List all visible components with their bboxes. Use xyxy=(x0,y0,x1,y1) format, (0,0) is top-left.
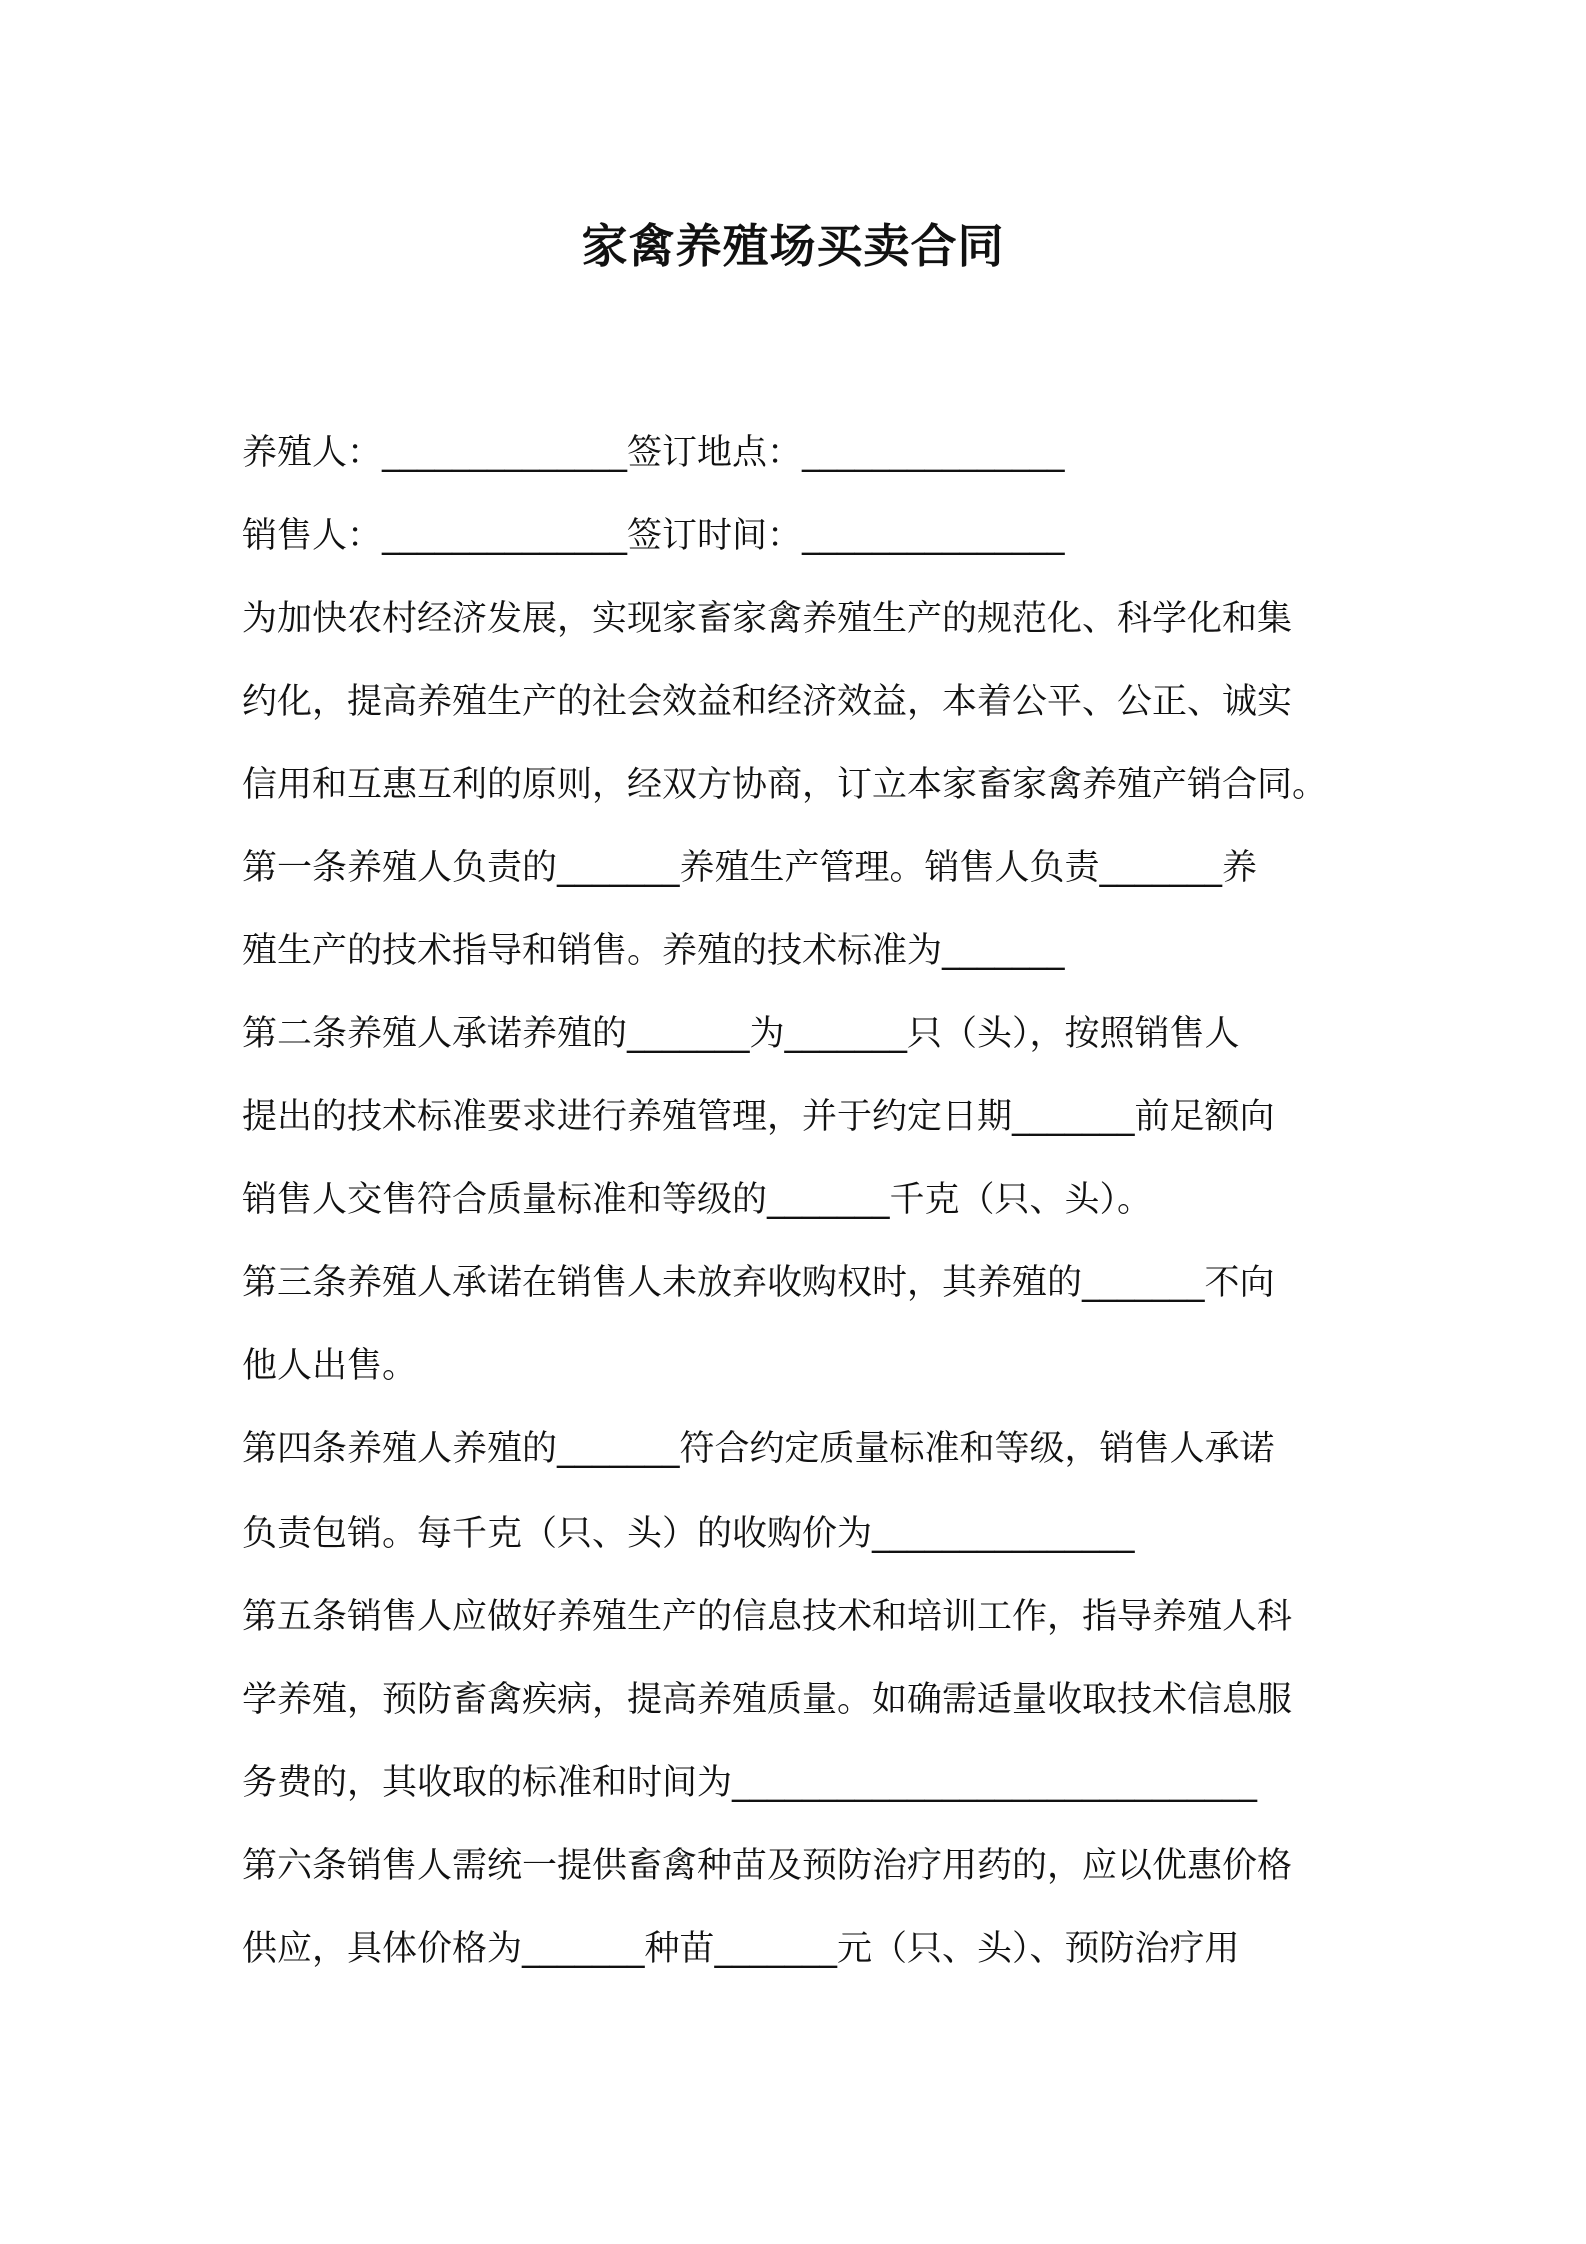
article-3-line-1: 第三条养殖人承诺在销售人未放弃收购权时，其养殖的_______不向 xyxy=(242,1263,1275,1303)
article-2-line-2: 提出的技术标准要求进行养殖管理，并于约定日期_______前足额向 xyxy=(242,1097,1275,1137)
preamble-line-2: 约化，提高养殖生产的社会效益和经济效益，本着公平、公正、诚实 xyxy=(242,682,1293,722)
article-2-line-3: 销售人交售符合质量标准和等级的_______千克（只、头）。 xyxy=(242,1180,1153,1220)
article-5-line-2: 学养殖，预防畜禽疾病，提高养殖质量。如确需适量收取技术信息服 xyxy=(242,1680,1293,1720)
article-5-line-1: 第五条销售人应做好养殖生产的信息技术和培训工作，指导养殖人科 xyxy=(242,1597,1293,1637)
article-4-line-1: 第四条养殖人养殖的_______符合约定质量标准和等级，销售人承诺 xyxy=(242,1429,1275,1469)
article-3-line-2: 他人出售。 xyxy=(242,1346,418,1386)
document-body xyxy=(242,412,1362,1991)
article-1-line-1: 第一条养殖人负责的_______养殖生产管理。销售人负责_______养 xyxy=(242,848,1258,888)
article-2-line-1: 第二条养殖人承诺养殖的_______为_______只（头），按照销售人 xyxy=(242,1014,1240,1054)
line-breeder-signing-place: 养殖人：______________签订地点：_______________ xyxy=(242,433,1065,473)
line-seller-signing-time: 销售人：______________签订时间：_______________ xyxy=(242,516,1065,556)
article-6-line-2: 供应，具体价格为_______种苗_______元（只、头）、预防治疗用 xyxy=(242,1929,1240,1969)
preamble-line-1: 为加快农村经济发展，实现家畜家禽养殖生产的规范化、科学化和集 xyxy=(242,599,1293,639)
article-5-line-3: 务费的，其收取的标准和时间为______________________________ xyxy=(242,1763,1258,1803)
preamble-line-3: 信用和互惠互利的原则，经双方协商，订立本家畜家禽养殖产销合同。 xyxy=(242,765,1328,805)
article-1-line-2: 殖生产的技术指导和销售。养殖的技术标准为_______ xyxy=(242,931,1065,971)
article-4-line-2: 负责包销。每千克（只、头）的收购价为_______________ xyxy=(242,1514,1135,1554)
document-title: 家禽养殖场买卖合同 xyxy=(581,219,1005,273)
article-6-line-1: 第六条销售人需统一提供畜禽种苗及预防治疗用药的，应以优惠价格 xyxy=(242,1846,1293,1886)
